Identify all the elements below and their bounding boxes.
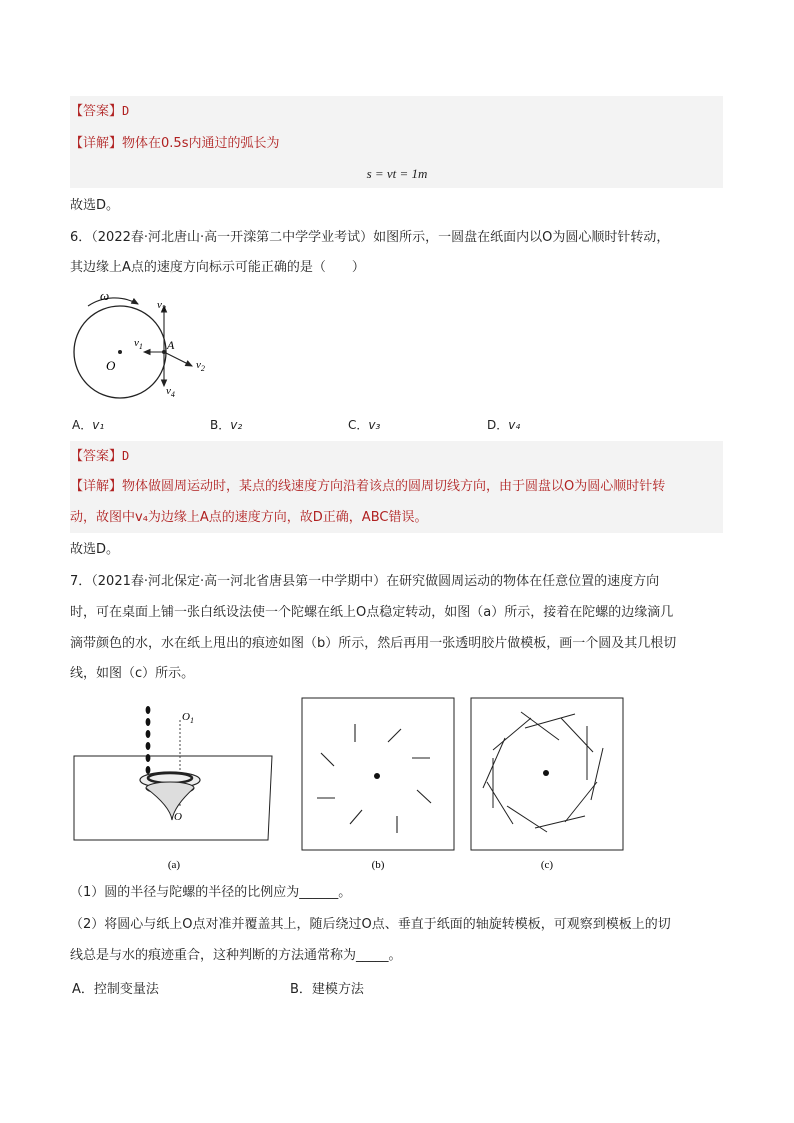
q7-sub1: （1）圆的半径与陀螺的半径的比例应为______。 [70,885,352,900]
v2-arrow [164,352,192,366]
center-dot-c [543,770,549,776]
q6-option-b: B．v₂ [210,418,243,432]
q7-stem-line4: 线，如图（c）所示。 [70,666,195,681]
q6-conclusion: 故选D。 [70,542,120,557]
q6-number: 6． [70,230,92,245]
q7-sub2-line2: 线总是与水的痕迹重合，这种判断的方法通常称为_____。 [70,948,402,963]
detail-label: 【详解】 [70,136,123,151]
q5-answer-line [70,101,129,122]
q6-option-a: A．v₁ [72,418,105,432]
answer-label: 【答案】 [70,104,123,119]
detail-text: 物体在0.5s内通过的弧长为 [122,136,280,151]
q6-stem-line2: 其边缘上A点的速度方向标示可能正确的是（ ） [70,260,365,275]
point-a-label: A [167,338,175,352]
q6-stem: 如图所示，一圆盘在纸面内以O为圆心顺时针转动， [373,230,670,245]
water-traces [317,724,431,833]
q7-figure-a [72,696,277,874]
o-label: O [174,811,182,823]
center-label: O [106,358,116,373]
q6-option-c: C．v₃ [348,418,381,432]
q6-source: （2022春·河北唐山·高一开滦第二中学学业考试） [91,230,374,245]
center-dot-b [374,773,380,779]
q7-figure-c [469,696,625,874]
q7-sub2-line1: （2）将圆心与纸上O点对准并覆盖其上，随后绕过O点、垂直于纸面的轴旋转模板，可观察到模板上的切 [70,917,671,932]
v4-label: $v_4$ [166,385,175,399]
q7-figure-b [300,696,456,874]
caption-b: (b) [371,859,385,871]
rotation-arrow [88,298,138,306]
q7-stem-line1: 7．（2021春·河北保定·高一河北省唐县第一中学期中）在研究做圆周运动的物体在任意位置的速度方向 [70,574,660,589]
answer-value: D [122,104,130,118]
center-dot [118,350,122,354]
q6-detail-line2: 动，故图中v₄为边缘上A点的速度方向，故D正确，ABC错误。 [70,510,428,525]
q5-formula: s = vt = 1m [366,166,428,181]
o1-label: $O_1$ [182,711,194,725]
top-cone [146,788,194,820]
q6-stem-line1 [70,228,669,248]
q6-detail-line1: 【详解】物体做圆周运动时，某点的线速度方向沿着该点的圆周切线方向，由于圆盘以O为圆心顺时针转 [70,479,666,494]
q7-option-b: B．建模方法 [290,982,364,997]
q6-answer-line: 【答案】D [70,449,130,464]
q7-stem-line2: 时，可在桌面上铺一张白纸设法使一个陀螺在纸上O点稳定转动，如图（a）所示，接着在陀螺的边缘滴几 [70,605,674,620]
caption-c: (c) [540,859,554,871]
q6-disk-figure [64,286,224,402]
v3-label: $v_3$ [157,299,166,313]
q7-stem-line3: 滴带颜色的水，水在纸上甩出的痕迹如图（b）所示，然后再用一张透明胶片做模板，画一个圆及其几根切 [70,636,677,651]
v1-label: $v_1$ [134,337,143,351]
tangent-lines [483,712,603,832]
q6-option-d: D．v₄ [487,418,521,432]
q5-conclusion: 故选D。 [70,198,120,213]
v2-label: $v_2$ [196,359,205,373]
omega-label: ω [100,288,110,303]
q7-option-a: A．控制变量法 [72,982,159,997]
caption-a: (a) [167,859,181,871]
q5-detail-line [70,134,279,154]
water-drops [146,706,151,774]
